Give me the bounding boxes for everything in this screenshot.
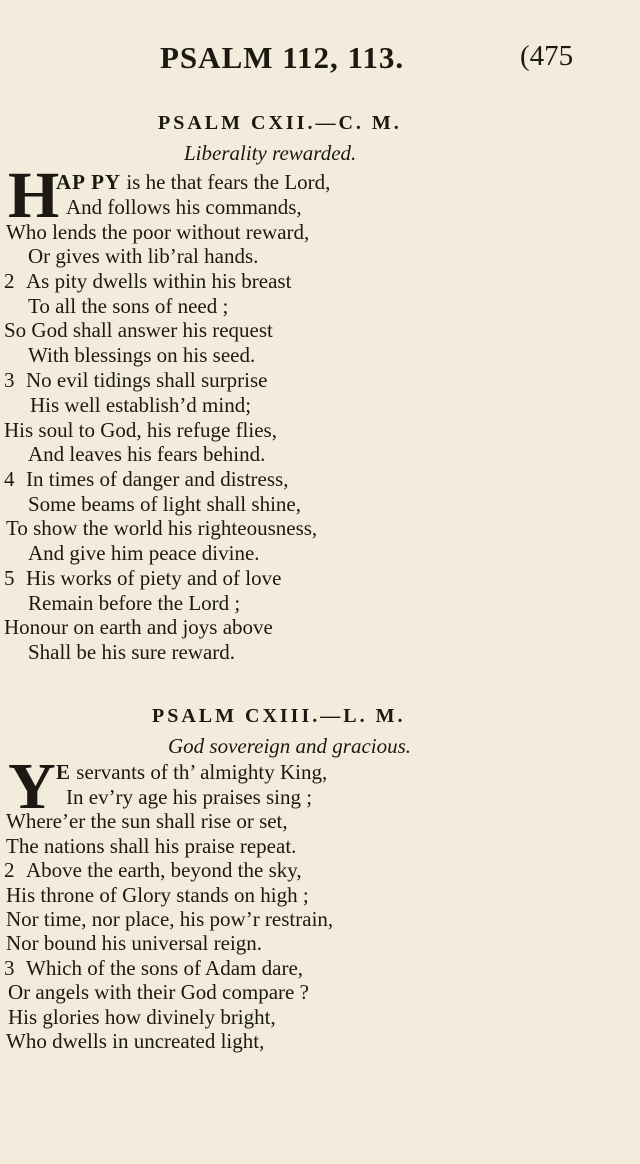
psalm-113-line: E servants of th’ almighty King, [56, 760, 328, 784]
psalm-112-line: With blessings on his seed. [28, 343, 256, 367]
verse-number: 5 [4, 566, 15, 590]
psalm-113-line: His glories how divinely bright, [8, 1005, 276, 1029]
verse-number: 2 [4, 858, 15, 882]
psalm-112-title: PSALM CXII.—C. M. [158, 112, 402, 134]
psalm-112-first-word: AP PY [56, 170, 122, 194]
verse-number: 3 [4, 956, 15, 980]
psalm-112-line: To show the world his righteousness, [6, 516, 318, 540]
psalm-113-line: 2 Above the earth, beyond the sky, [4, 858, 302, 882]
psalm-112-subtitle: Liberality rewarded. [184, 141, 357, 165]
psalm-112-line: To all the sons of need ; [28, 294, 229, 318]
verse-number: 4 [4, 467, 15, 491]
psalm-112-line: Who lends the poor without reward, [6, 220, 310, 244]
psalm-112-line: And leaves his fears behind. [28, 442, 266, 466]
psalm-113-line: 3 Which of the sons of Adam dare, [4, 956, 304, 980]
psalm-112-line: 2 As pity dwells within his breast [4, 269, 292, 293]
psalm-113-line: Nor bound his universal reign. [6, 931, 263, 955]
verse-number: 3 [4, 368, 15, 392]
psalm-113-line: The nations shall his praise repeat. [6, 834, 297, 858]
psalm-113-line: Or angels with their God compare ? [8, 980, 309, 1004]
psalm-112-line: AP PY is he that fears the Lord, [56, 170, 331, 194]
psalm-112-line: Shall be his sure reward. [28, 640, 236, 664]
psalm-113-line: Nor time, nor place, his pow’r restrain, [6, 907, 334, 931]
psalm-112-line: Some beams of light shall shine, [28, 492, 301, 516]
psalm-112-line: 3 No evil tidings shall surprise [4, 368, 268, 392]
psalm-113-dropcap: Y [8, 750, 56, 823]
psalm-113-subtitle: God sovereign and gracious. [168, 734, 412, 758]
psalm-113-line: Where’er the sun shall rise or set, [6, 809, 288, 833]
psalm-113-line: In ev’ry age his praises sing ; [66, 785, 313, 809]
verse-number: 2 [4, 269, 15, 293]
psalm-112-line: 5 His works of piety and of love [4, 566, 282, 590]
psalm-112-line: So God shall answer his request [4, 318, 273, 342]
psalm-112-line: Or gives with lib’ral hands. [28, 244, 259, 268]
psalm-113-line: His throne of Glory stands on high ; [6, 883, 309, 907]
psalm-112-line: Honour on earth and joys above [4, 615, 273, 639]
psalm-112-line: 4 In times of danger and distress, [4, 467, 289, 491]
psalm-112-line: And give him peace divine. [28, 541, 260, 565]
psalm-112-line: His soul to God, his refuge flies, [4, 418, 277, 442]
page-number: (475 [520, 40, 574, 72]
psalm-112-line: His well establish’d mind; [30, 393, 252, 417]
psalm-113-first-word: E [56, 760, 72, 784]
psalm-112-line: Remain before the Lord ; [28, 591, 241, 615]
running-head: PSALM 112, 113. [160, 40, 405, 75]
psalm-112-line: And follows his commands, [66, 195, 302, 219]
psalm-113-line: Who dwells in uncreated light, [6, 1029, 265, 1053]
psalm-113-title: PSALM CXIII.—L. M. [152, 705, 406, 727]
psalm-112-dropcap: H [8, 159, 60, 232]
